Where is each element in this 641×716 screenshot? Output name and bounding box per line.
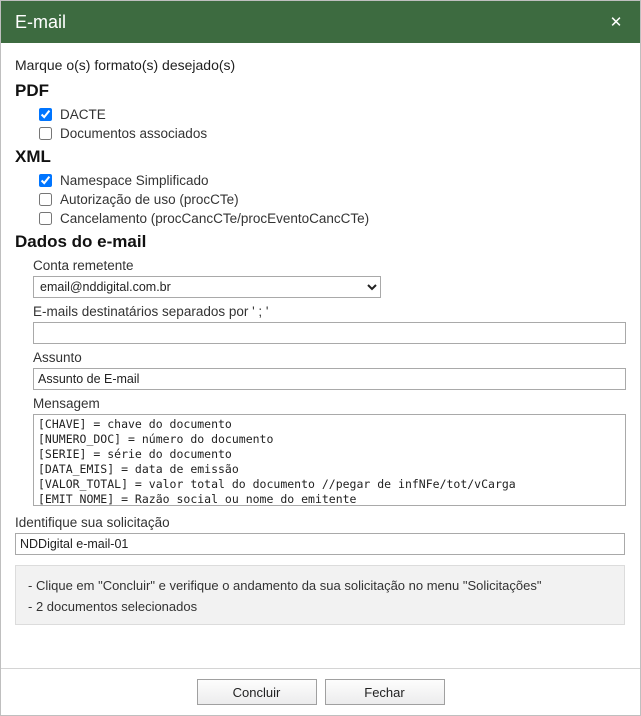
checkbox-cancelamento[interactable] [39, 212, 52, 225]
checkbox-namespace-simplificado[interactable] [39, 174, 52, 187]
message-textarea[interactable] [33, 414, 626, 506]
info-line-1: - Clique em "Concluir" e verifique o andamento da sua solicitação no menu "Solicitações" [28, 578, 542, 593]
sender-account-select[interactable] [33, 276, 381, 298]
checkbox-row-autorizacao-uso[interactable] [39, 192, 626, 207]
checkbox-label-cancelamento: Cancelamento (procCancCTe/procEventoCancCTe) [60, 211, 370, 226]
checkbox-row-documentos-associados[interactable] [39, 126, 626, 141]
checkbox-row-cancelamento[interactable] [39, 211, 626, 226]
close-icon[interactable]: ✕ [604, 10, 628, 34]
checkbox-label-autorizacao-uso: Autorização de uso (procCTe) [60, 192, 239, 207]
dialog-titlebar [1, 1, 640, 43]
subject-label: Assunto [33, 350, 82, 365]
close-button[interactable]: Fechar [325, 679, 445, 705]
dialog-title: E-mail [15, 11, 67, 32]
email-data-section-title: Dados do e-mail [15, 232, 147, 251]
checkbox-label-namespace-simplificado: Namespace Simplificado [60, 173, 209, 188]
request-identifier-input[interactable] [15, 533, 625, 555]
checkbox-dacte[interactable] [39, 108, 52, 121]
message-label: Mensagem [33, 396, 100, 411]
dialog-body [1, 43, 640, 671]
info-box [15, 565, 625, 625]
checkbox-autorizacao-uso[interactable] [39, 193, 52, 206]
format-instruction: Marque o(s) formato(s) desejado(s) [15, 57, 236, 73]
info-line-2: - 2 documentos selecionados [28, 599, 198, 614]
confirm-button[interactable]: Concluir [197, 679, 317, 705]
subject-input[interactable] [33, 368, 626, 390]
request-identifier-label: Identifique sua solicitação [15, 515, 170, 530]
recipients-input[interactable] [33, 322, 626, 344]
xml-section-title: XML [15, 147, 51, 166]
checkbox-row-dacte[interactable] [39, 107, 626, 122]
checkbox-label-dacte: DACTE [60, 107, 106, 122]
recipients-label: E-mails destinatários separados por ' ; ' [33, 304, 269, 319]
pdf-section-title: PDF [15, 81, 49, 100]
dialog-footer [1, 668, 640, 715]
checkbox-label-documentos-associados: Documentos associados [60, 126, 208, 141]
checkbox-row-namespace-simplificado[interactable] [39, 173, 626, 188]
sender-account-label: Conta remetente [33, 258, 134, 273]
checkbox-documentos-associados[interactable] [39, 127, 52, 140]
